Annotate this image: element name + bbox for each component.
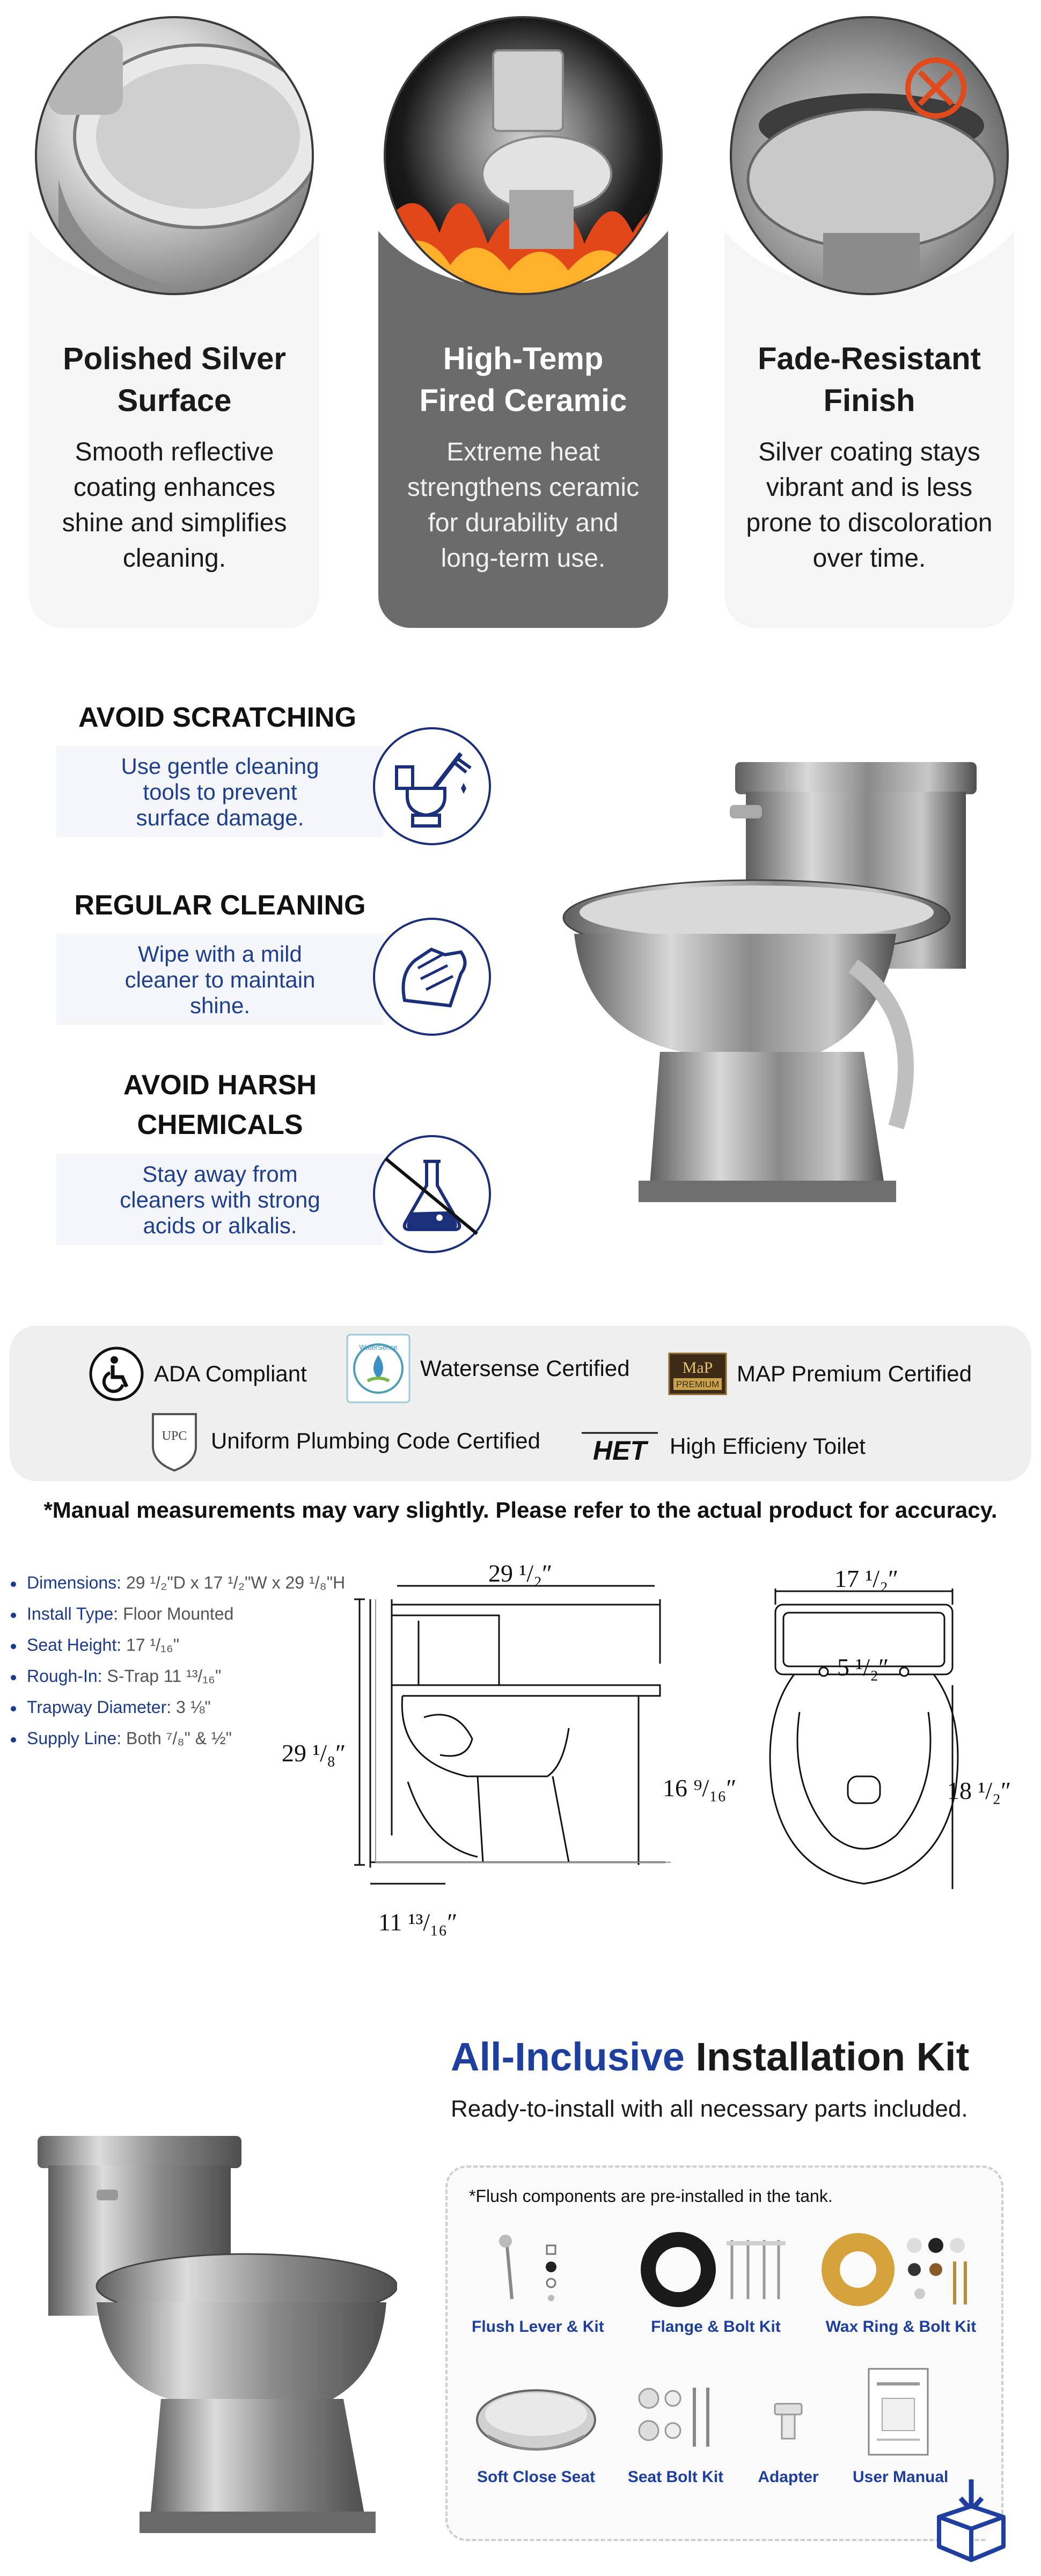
feature-card-polished-silver [30, 0, 319, 628]
spec-list [11, 1567, 345, 1754]
wipe-hand-icon [373, 918, 491, 1036]
feature-description: Smooth reflective coating enhances shine and simplifies cleaning. [62, 438, 287, 573]
polished-toilet-closeup-image [35, 16, 314, 295]
care-description: Use gentle cleaning tools to prevent surface damage. [56, 746, 384, 837]
feature-card-high-temp [378, 0, 668, 628]
kit-label: Flush Lever & Kit [472, 2318, 604, 2336]
kit-toilet-image [32, 2125, 397, 2544]
cert-ada: ADA Compliant [89, 1344, 307, 1403]
wax-ring-bolt-kit [818, 2229, 979, 2310]
fade-resistant-closeup-image [730, 16, 1009, 295]
cert-map-premium: MaP PREMIUM MAP Premium Certified [668, 1344, 972, 1403]
spec-item: Supply Line: Both ⁷/₈" & ½" [11, 1723, 345, 1754]
kit-heading: All-Inclusive Installation Kit [451, 2035, 970, 2079]
kit-note: *Flush components are pre-installed in the tank. [469, 2186, 833, 2206]
kit-contents-panel [445, 2165, 1003, 2541]
seat-bolt-kit [630, 2377, 721, 2457]
spec-item: Install Type: Floor Mounted [11, 1598, 345, 1629]
wheelchair-icon [89, 1346, 144, 1402]
care-title-avoid-harsh-chemicals: AVOID HARSH CHEMICALS [123, 1070, 317, 1140]
no-chemical-icon [373, 1135, 491, 1253]
map-premium-logo [668, 1352, 727, 1395]
kit-label: User Manual [853, 2468, 949, 2486]
cert-watersense: WaterSense Watersense Certified [346, 1334, 630, 1403]
cert-het: HET High Efficieny Toilet [580, 1417, 866, 1476]
fired-ceramic-image [384, 16, 663, 295]
cert-upc: UPC Uniform Plumbing Code Certified [148, 1406, 540, 1476]
watersense-logo [346, 1334, 410, 1403]
svg-text:UPC: UPC [162, 1429, 187, 1443]
flange-bolt-kit [638, 2229, 794, 2310]
kit-label: Soft Close Seat [476, 2468, 596, 2486]
dimension-seat-height: 16 ⁹/₁₆″ [663, 1774, 737, 1802]
feature-title: Polished Silver Surface [63, 341, 286, 418]
care-description: Stay away from cleaners with strong acids or alkalis. [56, 1154, 384, 1245]
feature-card-fade-resistant [724, 0, 1014, 628]
spec-item: Trapway Diameter: 3 ⅛" [11, 1692, 345, 1723]
brush-icon [373, 727, 491, 845]
svg-text:MaP: MaP [682, 1359, 713, 1377]
svg-text:WaterSense: WaterSense [359, 1343, 398, 1351]
het-logo [580, 1428, 660, 1465]
upc-logo [148, 1409, 201, 1473]
kit-label: Seat Bolt Kit [627, 2468, 724, 2486]
dimension-depth: 29 ¹/₂″ [488, 1560, 553, 1587]
dimension-height: 29 ¹/₈″ [282, 1739, 346, 1767]
spec-item: Seat Height: 17 ¹/₁₆" [11, 1629, 345, 1660]
feature-title: Fade-Resistant Finish [758, 341, 981, 418]
side-view-dimension-drawing [349, 1556, 681, 1921]
feature-description: Silver coating stays vibrant and is less prone to discoloration over time. [746, 438, 993, 573]
top-view-dimension-drawing [762, 1589, 966, 1921]
care-title-avoid-scratching: AVOID SCRATCHING [78, 702, 357, 733]
toilet-product-image [553, 751, 993, 1234]
feature-title: High-Temp Fired Ceramic [419, 341, 627, 418]
spec-item: Rough-In: S-Trap 11 ¹³/₁₆" [11, 1660, 345, 1692]
kit-label: Adapter [758, 2468, 819, 2486]
spec-item: Dimensions: 29 ¹/₂"D x 17 ¹/₂"W x 29 ¹/₈"H [11, 1567, 345, 1598]
care-title-regular-cleaning: REGULAR CLEANING [74, 890, 366, 921]
measurement-disclaimer: *Manual measurements may vary slightly. Please refer to the actual product for accuracy. [43, 1497, 998, 1523]
flush-lever-kit [480, 2229, 582, 2310]
soft-close-seat [472, 2377, 600, 2457]
user-manual [863, 2366, 933, 2463]
feature-description: Extreme heat strengthens ceramic for durability and long-term use. [407, 438, 640, 573]
svg-text:PREMIUM: PREMIUM [676, 1379, 720, 1389]
dimension-width: 17 ¹/₂″ [834, 1565, 899, 1592]
care-description: Wipe with a mild cleaner to maintain shine. [56, 934, 384, 1025]
kit-label: Wax Ring & Bolt Kit [825, 2318, 977, 2336]
dimension-bolt-spacing: 5 ¹/₂″ [837, 1653, 889, 1681]
dimension-bowl-length: 18 ¹/₂″ [947, 1777, 1011, 1804]
dimension-rough-in: 11 ¹³/₁₆″ [378, 1908, 458, 1936]
package-download-icon [931, 2474, 1011, 2565]
kit-label: Flange & Bolt Kit [651, 2318, 781, 2336]
svg-text:HET: HET [593, 1436, 647, 1465]
kit-subheading: Ready-to-install with all necessary parts included. [451, 2096, 968, 2122]
adapter [761, 2393, 815, 2447]
